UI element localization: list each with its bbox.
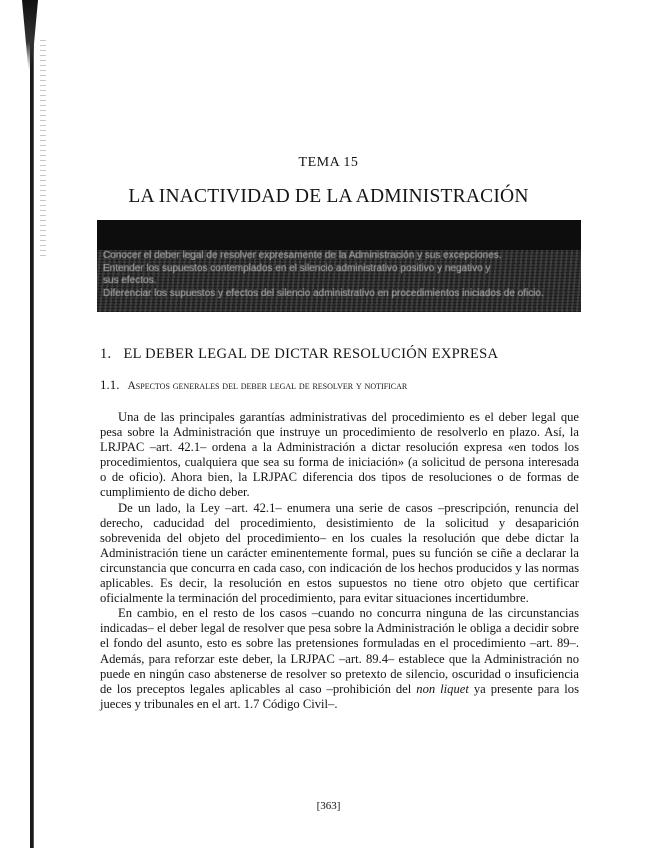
paragraph [100, 606, 579, 712]
page-number: [363] [316, 800, 341, 812]
paragraph: De un lado, la Ley –art. 42.1– enumera una serie de casos –prescripción, renuncia del derecho, caducidad del procedimiento, desistimiento de la solicitud y desaparición sobrevenida del objeto del procedimiento– en los cuales la resolución que debe dictar la Administración tiene un carácter eminentemente formal, pues su función se ciñe a declarar la circunstancia que concurra en cada caso, con indicación de los hechos producidos y las normas aplicables. Es decir, la resolución en estos supuestos no tiene otro objeto que certificar oficialmente la terminación del procedimiento, para evitar situaciones incertidumbre. [100, 500, 579, 606]
subsection-heading-1-1 [100, 377, 407, 393]
section-title: EL DEBER LEGAL DE DICTAR RESOLUCIÓN EXPRESA [123, 346, 499, 362]
paragraph-text: En cambio, en el resto de los casos –cuando no concurra ninguna de las circunstancias indicadas– el deber legal de resolver que pesa sobre la Administración le obliga a decidir sobre el fondo del asunto, esto es sobre las pretensiones formuladas en el procedimiento –art. 89–. Además, para reforzar este deber, la LRJPAC –art. 89.4– establece que la Administración no puede en ningún caso abstenerse de resolver so pretexto de silencio, oscuridad o insuficiencia de los preceptos legales aplicables al caso –prohibición del [100, 606, 579, 696]
objective-line: Diferenciar los supuestos y efectos del silencio administrativo en procedimientos iniciados de oficio. [103, 287, 544, 299]
subsection-number: 1.1. [100, 377, 120, 392]
body-text [100, 410, 579, 712]
objective-line: Conocer el deber legal de resolver expresamente de la Administración y sus excepciones. [103, 250, 502, 261]
book-binding-edge [30, 0, 38, 848]
objective-line: sus efectos. [103, 275, 157, 286]
section-number: 1. [100, 346, 112, 362]
tema-label: TEMA 15 [298, 155, 359, 170]
objective-line: Entender los supuestos contemplados en el silencio administrativo positivo y negativo y [103, 262, 491, 274]
scan-artifact [40, 40, 46, 260]
section-heading-1 [100, 346, 498, 363]
paragraph: Una de las principales garantías administrativas del procedimiento es el deber legal que pesa sobre la Administración que instruye un procedimiento de resolverlo en plazo. Así, la LRJPAC –art. 42.1– ordena a la Administración a dictar resolución expresa «en todos los procedimientos, cualquiera que sea su forma de iniciación» (a solicitud de persona interesada o de oficio). Ahora bien, la LRJPAC diferencia dos tipos de resoluciones o de formas de cumplimiento de dicho deber. [100, 410, 579, 500]
subsection-title: Aspectos generales del deber legal de resolver y notificar [127, 380, 408, 392]
objectives-box [97, 220, 581, 312]
paragraph-text: ya presente para los jueces y tribunales en el art. 1.7 Código Civil–. [100, 681, 579, 711]
chapter-title: LA INACTIVIDAD DE LA ADMINISTRACIÓN [128, 186, 529, 207]
objectives-box-header [97, 220, 581, 250]
latin-term: non liquet [416, 681, 469, 696]
